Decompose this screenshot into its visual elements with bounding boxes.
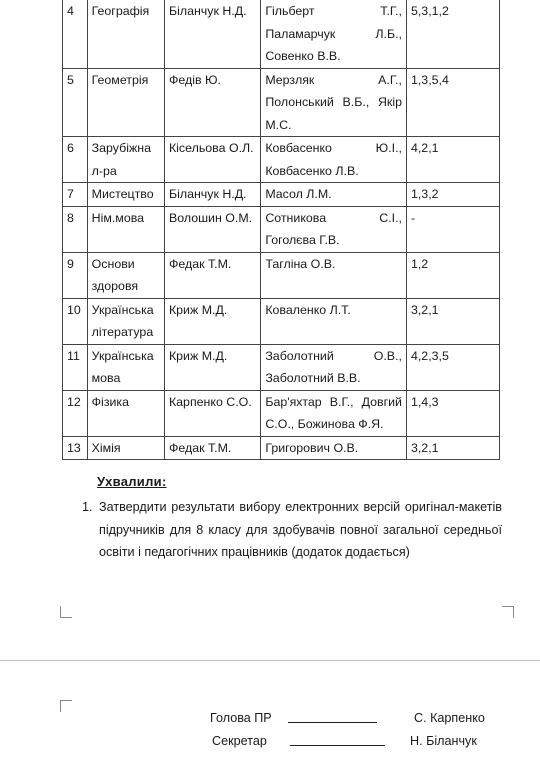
- resolution-item: [82, 496, 502, 564]
- cell-teacher: Волошин О.М.: [164, 206, 260, 252]
- cell-subject: Мистецтво: [87, 183, 164, 207]
- chair-signature-line: [288, 722, 377, 723]
- cell-teacher: Криж М.Д.: [164, 298, 260, 344]
- cell-authors: Заболотний О.В., Заболотний В.В.: [261, 344, 407, 390]
- cell-choice: 5,3,1,2: [406, 0, 499, 68]
- cell-number: 4: [63, 0, 88, 68]
- cell-teacher: Федак Т.М.: [164, 436, 260, 460]
- resolution-heading: Ухвалили:: [97, 474, 167, 489]
- cell-number: 7: [63, 183, 88, 207]
- table-row: [63, 68, 500, 137]
- cell-number: 5: [63, 68, 88, 137]
- cell-authors: Тагліна О.В.: [261, 252, 407, 298]
- secretary-signature-line: [290, 745, 385, 746]
- cell-choice: 1,3,2: [406, 183, 499, 207]
- cell-number: 11: [63, 344, 88, 390]
- cell-teacher: Федів Ю.: [164, 68, 260, 137]
- cell-number: 13: [63, 436, 88, 460]
- cell-authors: Масол Л.М.: [261, 183, 407, 207]
- table-row: [63, 0, 500, 68]
- cell-number: 6: [63, 137, 88, 183]
- cell-teacher: Біланчук Н.Д.: [164, 0, 260, 68]
- cell-authors: Григорович О.В.: [261, 436, 407, 460]
- cell-teacher: Біланчук Н.Д.: [164, 183, 260, 207]
- cell-choice: 3,2,1: [406, 298, 499, 344]
- corner-mark-bottom-right: [502, 606, 514, 618]
- cell-number: 9: [63, 252, 88, 298]
- cell-choice: 1,2: [406, 252, 499, 298]
- cell-subject: Геометрія: [87, 68, 164, 137]
- cell-number: 8: [63, 206, 88, 252]
- cell-teacher: Криж М.Д.: [164, 344, 260, 390]
- cell-teacher: Федак Т.М.: [164, 252, 260, 298]
- cell-choice: 3,2,1: [406, 436, 499, 460]
- cell-authors: Ковбасенко Ю.І., Ковбасенко Л.В.: [261, 137, 407, 183]
- textbook-selection-table: [62, 0, 500, 460]
- cell-teacher: Кісельова О.Л.: [164, 137, 260, 183]
- cell-choice: 4,2,1: [406, 137, 499, 183]
- cell-choice: -: [406, 206, 499, 252]
- table-row: [63, 436, 500, 460]
- table-row: [63, 390, 500, 436]
- cell-choice: 1,4,3: [406, 390, 499, 436]
- table-row: [63, 183, 500, 207]
- table-row: [63, 137, 500, 183]
- table-row: [63, 252, 500, 298]
- table-row: [63, 298, 500, 344]
- cell-authors: Сотникова С.І., Гоголєва Г.В.: [261, 206, 407, 252]
- cell-subject: Географія: [87, 0, 164, 68]
- cell-number: 12: [63, 390, 88, 436]
- corner-mark-bottom-left: [60, 606, 72, 618]
- cell-subject: Зарубіжна л-ра: [87, 137, 164, 183]
- cell-subject: Основи здоровя: [87, 252, 164, 298]
- cell-subject: Фізика: [87, 390, 164, 436]
- cell-authors: Гільберт Т.Г., Паламарчук Л.Б., Совенко В.В.: [261, 0, 407, 68]
- cell-subject: Українська мова: [87, 344, 164, 390]
- cell-subject: Хімія: [87, 436, 164, 460]
- corner-mark-top-left: [60, 700, 72, 712]
- cell-authors: Мерзляк А.Г., Полонський В.Б., Якір М.С.: [261, 68, 407, 137]
- chair-name: С. Карпенко: [414, 711, 485, 725]
- cell-subject: Українська література: [87, 298, 164, 344]
- chair-title: Голова ПР: [210, 711, 272, 725]
- cell-subject: Нім.мова: [87, 206, 164, 252]
- secretary-name: Н. Біланчук: [410, 734, 477, 748]
- secretary-title: Секретар: [212, 734, 267, 748]
- cell-choice: 1,3,5,4: [406, 68, 499, 137]
- cell-choice: 4,2,3,5: [406, 344, 499, 390]
- resolution-item-text: Затвердити результати вибору електронних версій оригінал-макетів підручників для 8 класу для здобувачів повної загальної середньої освіти і педагогічних працівників (додаток додається): [99, 500, 502, 559]
- cell-authors: Бар'яхтар В.Г., Довгий С.О., Божинова Ф.Я.: [261, 390, 407, 436]
- table-row: [63, 206, 500, 252]
- cell-authors: Коваленко Л.Т.: [261, 298, 407, 344]
- cell-number: 10: [63, 298, 88, 344]
- resolution-item-number: 1.: [82, 500, 93, 514]
- page-separator: [0, 660, 540, 661]
- cell-teacher: Карпенко С.О.: [164, 390, 260, 436]
- table-row: [63, 344, 500, 390]
